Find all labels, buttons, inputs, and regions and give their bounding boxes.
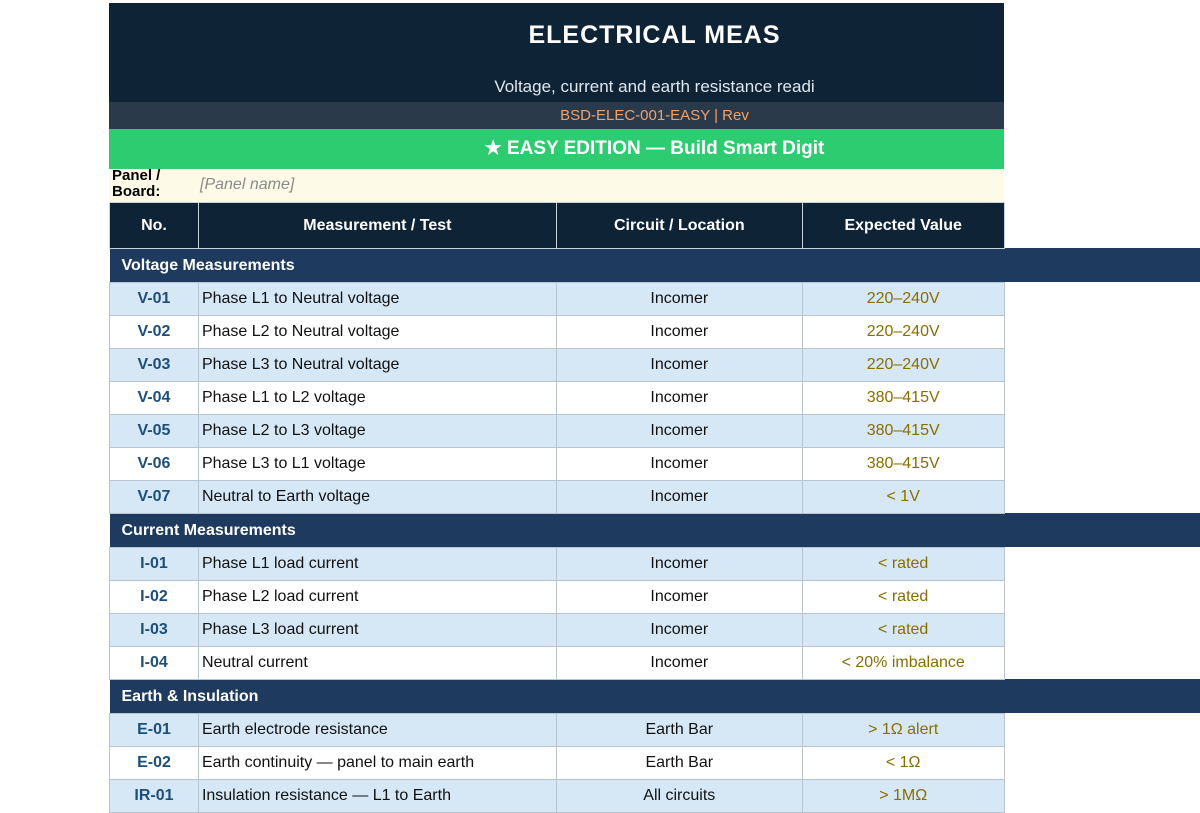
section-title: Current Measurements xyxy=(110,514,1200,548)
table-row[interactable] xyxy=(110,415,1200,448)
blank-cell xyxy=(1004,316,1200,349)
measurement-id[interactable]: V-02 xyxy=(110,316,199,349)
expected-value[interactable]: < 20% imbalance xyxy=(802,647,1004,680)
blank-cell xyxy=(1004,448,1200,481)
blank-cell xyxy=(1004,283,1200,316)
measurement-test[interactable]: Insulation resistance — L1 to Earth xyxy=(198,780,556,813)
table-row[interactable] xyxy=(110,481,1200,514)
circuit-location[interactable]: Incomer xyxy=(556,481,802,514)
column-header-expected[interactable]: Expected Value xyxy=(802,203,1004,249)
measurement-id[interactable]: I-02 xyxy=(110,581,199,614)
measurement-table xyxy=(109,202,1200,813)
measurement-id[interactable]: V-05 xyxy=(110,415,199,448)
circuit-location[interactable]: All circuits xyxy=(556,780,802,813)
panel-board-row xyxy=(109,169,1004,202)
measurement-id[interactable]: V-03 xyxy=(110,349,199,382)
blank-cell xyxy=(1004,780,1200,813)
blank-cell xyxy=(1004,382,1200,415)
section-header-row xyxy=(110,680,1200,714)
measurement-test[interactable]: Neutral to Earth voltage xyxy=(198,481,556,514)
column-header-location[interactable]: Circuit / Location xyxy=(556,203,802,249)
expected-value[interactable]: < rated xyxy=(802,548,1004,581)
expected-value[interactable]: < 1V xyxy=(802,481,1004,514)
circuit-location[interactable]: Incomer xyxy=(556,548,802,581)
blank-cell xyxy=(1004,747,1200,780)
table-row[interactable] xyxy=(110,780,1200,813)
circuit-location[interactable]: Incomer xyxy=(556,415,802,448)
measurement-test[interactable]: Phase L3 to L1 voltage xyxy=(198,448,556,481)
section-title: Voltage Measurements xyxy=(110,249,1200,283)
measurement-test[interactable]: Earth continuity — panel to main earth xyxy=(198,747,556,780)
measurement-id[interactable]: V-04 xyxy=(110,382,199,415)
expected-value[interactable]: < 1Ω xyxy=(802,747,1004,780)
expected-value[interactable]: 220–240V xyxy=(802,283,1004,316)
edition-banner: ★ EASY EDITION — Build Smart Digit xyxy=(109,129,1200,169)
table-row[interactable] xyxy=(110,647,1200,680)
expected-value[interactable]: < rated xyxy=(802,614,1004,647)
measurement-id[interactable]: V-06 xyxy=(110,448,199,481)
circuit-location[interactable]: Incomer xyxy=(556,448,802,481)
measurement-id[interactable]: V-07 xyxy=(110,481,199,514)
circuit-location[interactable]: Earth Bar xyxy=(556,747,802,780)
table-row[interactable] xyxy=(110,581,1200,614)
sheet-title: ELECTRICAL MEAS xyxy=(109,21,1200,50)
circuit-location[interactable]: Incomer xyxy=(556,349,802,382)
measurement-test[interactable]: Phase L1 load current xyxy=(198,548,556,581)
expected-value[interactable]: > 1MΩ xyxy=(802,780,1004,813)
table-row[interactable] xyxy=(110,747,1200,780)
expected-value[interactable]: 220–240V xyxy=(802,316,1004,349)
blank-cell xyxy=(1004,548,1200,581)
measurement-test[interactable]: Phase L3 load current xyxy=(198,614,556,647)
table-row[interactable] xyxy=(110,382,1200,415)
blank-cell xyxy=(1004,614,1200,647)
expected-value[interactable]: > 1Ω alert xyxy=(802,714,1004,747)
table-header-row xyxy=(110,203,1200,249)
measurement-id[interactable]: I-04 xyxy=(110,647,199,680)
circuit-location[interactable]: Incomer xyxy=(556,614,802,647)
expected-value[interactable]: 380–415V xyxy=(802,415,1004,448)
table-row[interactable] xyxy=(110,316,1200,349)
panel-name-input[interactable]: [Panel name] xyxy=(200,176,294,194)
table-row[interactable] xyxy=(110,448,1200,481)
measurement-table-body xyxy=(110,249,1200,813)
measurement-test[interactable]: Phase L1 to L2 voltage xyxy=(198,382,556,415)
blank-cell xyxy=(1004,349,1200,382)
measurement-test[interactable]: Phase L2 to L3 voltage xyxy=(198,415,556,448)
header-blank-cell xyxy=(1004,203,1200,249)
table-row[interactable] xyxy=(110,548,1200,581)
expected-value[interactable]: 220–240V xyxy=(802,349,1004,382)
circuit-location[interactable]: Incomer xyxy=(556,647,802,680)
measurement-id[interactable]: E-02 xyxy=(110,747,199,780)
table-row[interactable] xyxy=(110,283,1200,316)
expected-value[interactable]: < rated xyxy=(802,581,1004,614)
sheet-subtitle: Voltage, current and earth resistance readi xyxy=(109,77,1200,97)
measurement-test[interactable]: Phase L1 to Neutral voltage xyxy=(198,283,556,316)
circuit-location[interactable]: Incomer xyxy=(556,382,802,415)
measurement-id[interactable]: V-01 xyxy=(110,283,199,316)
blank-cell xyxy=(1004,647,1200,680)
header-clip-mask xyxy=(1004,3,1200,169)
circuit-location[interactable]: Incomer xyxy=(556,283,802,316)
section-header-row xyxy=(110,249,1200,283)
panel-board-label: Panel / Board: xyxy=(112,168,196,200)
circuit-location[interactable]: Incomer xyxy=(556,581,802,614)
expected-value[interactable]: 380–415V xyxy=(802,382,1004,415)
table-row[interactable] xyxy=(110,614,1200,647)
blank-cell xyxy=(1004,415,1200,448)
measurement-test[interactable]: Earth electrode resistance xyxy=(198,714,556,747)
document-reference: BSD-ELEC-001-EASY | Rev xyxy=(109,102,1200,129)
measurement-test[interactable]: Phase L2 to Neutral voltage xyxy=(198,316,556,349)
blank-cell xyxy=(1004,581,1200,614)
column-header-no[interactable]: No. xyxy=(110,203,199,249)
section-title: Earth & Insulation xyxy=(110,680,1200,714)
measurement-id[interactable]: IR-01 xyxy=(110,780,199,813)
blank-cell xyxy=(1004,714,1200,747)
measurement-id[interactable]: E-01 xyxy=(110,714,199,747)
section-header-row xyxy=(110,514,1200,548)
measurement-id[interactable]: I-01 xyxy=(110,548,199,581)
measurement-test[interactable]: Phase L2 load current xyxy=(198,581,556,614)
circuit-location[interactable]: Incomer xyxy=(556,316,802,349)
measurement-test[interactable]: Neutral current xyxy=(198,647,556,680)
blank-cell xyxy=(1004,481,1200,514)
measurement-id[interactable]: I-03 xyxy=(110,614,199,647)
table-row[interactable] xyxy=(110,714,1200,747)
table-row[interactable] xyxy=(110,349,1200,382)
expected-value[interactable]: 380–415V xyxy=(802,448,1004,481)
circuit-location[interactable]: Earth Bar xyxy=(556,714,802,747)
column-header-test[interactable]: Measurement / Test xyxy=(198,203,556,249)
measurement-test[interactable]: Phase L3 to Neutral voltage xyxy=(198,349,556,382)
